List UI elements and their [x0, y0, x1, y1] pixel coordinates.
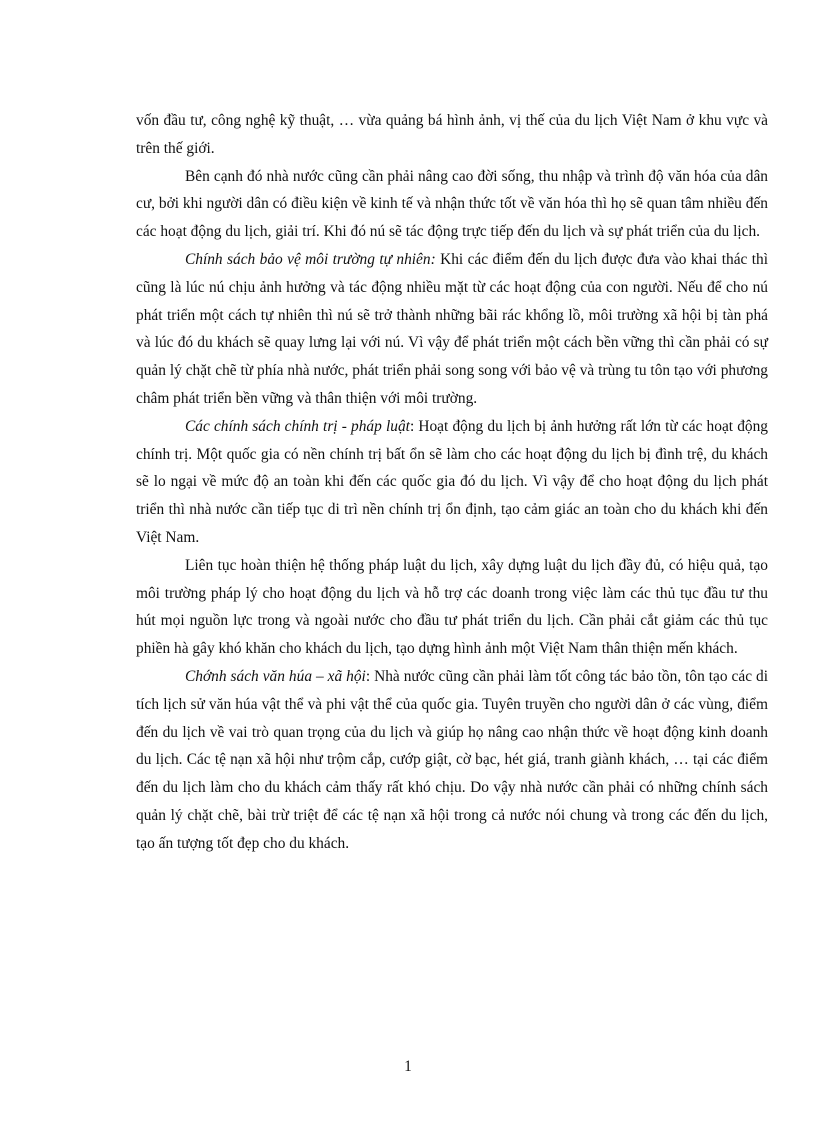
paragraph-lead: Các chính sách chính trị - pháp luật [185, 417, 410, 435]
paragraph-lead: Chính sách bảo vệ môi trường tự nhiên: [185, 250, 436, 268]
paragraph-5: Liên tục hoàn thiện hệ thống pháp luật du lịch, xây dựng luật du lịch đầy đủ, có hiệu quả, tạo môi trường pháp lý cho hoạt động du lịch và hỗ trợ các doanh trong việc làm các thủ tục đầu tư thu hút mọi nguồn lực trong và ngoài nước cho đầu tư phát triển du lịch. Cần phải cắt giảm các thủ tục phiền hà gây khó khăn cho khách du lịch, tạo dựng hình ảnh một Việt Nam thân thiện mến khách. [136, 556, 768, 658]
paragraph-3: Chính sách bảo vệ môi trường tự nhiên: Khi các điểm đến du lịch được đưa vào khai thác thì cũng là lúc nú chịu ảnh hưởng và tác động nhiều mặt từ các hoạt động của con người. Nếu để cho nú phát triển một cách tự nhiên thì nú sẽ trở thành những bãi rác khổng lồ, môi trường xã hội bị tàn phá và lúc đó du khách sẽ quay lưng lại với nú. Vì vậy để phát triển một cách bền vững thì cần phải có sự quản lý chặt chẽ từ phía nhà nước, phát triển phải song song với bảo vệ và trùng tu tôn tạo với phương châm phát triển bền vững và thân thiện với môi trường. [136, 250, 769, 407]
paragraph-lead: Chớnh sách văn húa – xã hội [185, 667, 366, 685]
paragraph-1: vốn đầu tư, công nghệ kỹ thuật, … vừa quảng bá hình ảnh, vị thế của du lịch Việt Nam ở khu vực và trên thế giới. [136, 112, 768, 157]
paragraph-6: Chớnh sách văn húa – xã hội: Nhà nước cũng cần phải làm tốt công tác bảo tồn, tôn tạo các di tích lịch sử văn húa vật thể và phi vật thể của quốc gia. Tuyên truyền cho người dân ở các vùng, điểm đến du lịch về vai trò quan trọng của du lịch và giúp họ nâng cao nhận thức về hoạt động kinh doanh du lịch. Các tệ nạn xã hội như trộm cắp, cướp giật, cờ bạc, hét giá, tranh giành khách, … tại các điểm đến du lịch làm cho du khách cảm thấy rất khó chịu. Do vậy nhà nước cần phải có những chính sách quản lý chặt chẽ, bài trừ triệt để các tệ nạn xã hội trong cả nước nói chung và trong các đến du lịch, tạo ấn tượng tốt đẹp cho du khách. [136, 667, 768, 852]
page-number: 1 [404, 1058, 412, 1075]
paragraph-4: Các chính sách chính trị - pháp luật: Hoạt động du lịch bị ảnh hưởng rất lớn từ các hoạt động chính trị. Một quốc gia có nền chính trị bất ổn sẽ làm cho các hoạt động du lịch bị đình trệ, du khách sẽ lo ngại về mức độ an toàn khi đến các quốc gia đó du lịch. Vì vậy để cho hoạt động du lịch phát triển thì nhà nước cần tiếp tục di trì nền chính trị ổn định, tạo cảm giác an toàn cho du khách khi đến Việt Nam. [136, 417, 768, 546]
body-text [136, 107, 768, 858]
paragraph-2: Bên cạnh đó nhà nước cũng cần phải nâng cao đời sống, thu nhập và trình độ văn hóa của dân cư, bởi khi người dân có điều kiện về kinh tế và nhận thức tốt về văn hóa thì họ sẽ quan tâm nhiều đến các hoạt động du lịch, giải trí. Khi đó nú sẽ tác động trực tiếp đến du lịch và sự phát triển của du lịch. [136, 167, 768, 241]
